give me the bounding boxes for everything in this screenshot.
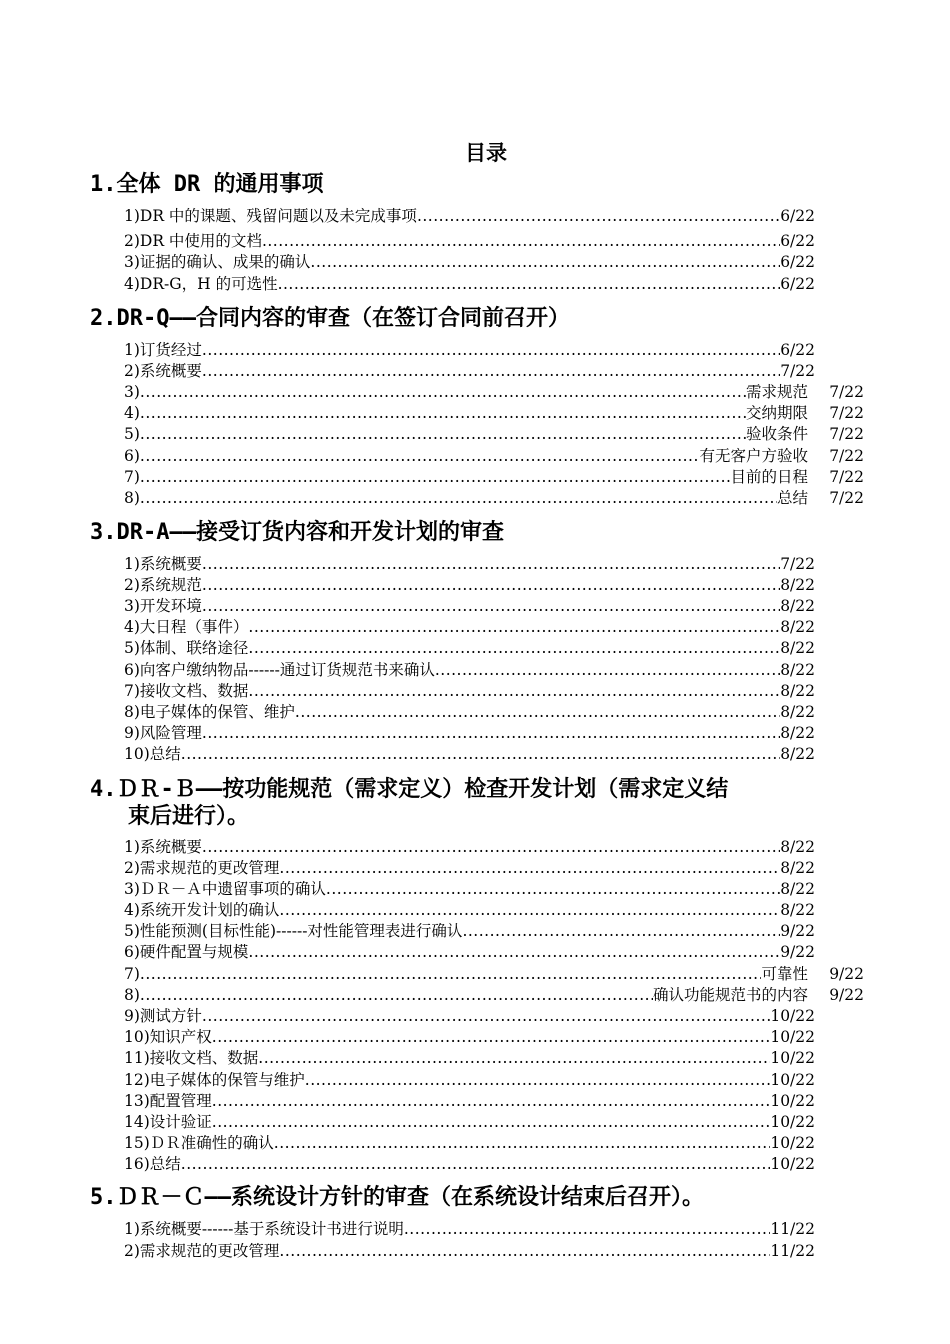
toc-entry[interactable]: 7) ..... 目前的日程 7/22 (124, 467, 864, 488)
page-number: 6/22 (780, 232, 815, 250)
page-number: 9/22 (780, 943, 815, 961)
toc-entry[interactable]: 14)设计验证 ..... 10/22 (124, 1112, 815, 1133)
toc-entry[interactable]: 1)DR 中的课题、残留问题以及未完成事项 ..... 6/22 (124, 206, 815, 227)
page-number: 8/22 (780, 838, 815, 856)
toc-entry[interactable]: 8) ..... 确认功能规范书的内容 9/22 (124, 985, 864, 1006)
toc-entry[interactable]: 4) ..... 交纳期限 7/22 (124, 403, 864, 424)
toc-entry[interactable]: 4)DR-G，H 的可选性 ..... 6/22 (124, 274, 815, 295)
toc-entry[interactable]: 6)向客户缴纳物品------通过订货规范书来确认 ..... 8/22 (124, 660, 815, 681)
page-number: 9/22 (829, 986, 864, 1004)
page-number: 7/22 (829, 383, 864, 401)
section-heading-2: 2.DR-Q——合同内容的审查（在签订合同前召开） (90, 306, 570, 331)
toc-entry[interactable]: 9)测试方针 ..... 10/22 (124, 1006, 815, 1027)
page-number: 9/22 (780, 922, 815, 940)
section-heading-1: 1.全体 DR 的通用事项 (90, 172, 324, 197)
toc-entry[interactable]: 2)需求规范的更改管理 ..... 11/22 (124, 1241, 815, 1262)
toc-entry[interactable]: 3)ＤＲ－Ａ中遗留事项的确认 ..... 8/22 (124, 879, 815, 900)
page-number: 8/22 (780, 576, 815, 594)
page-number: 10/22 (770, 1092, 815, 1110)
page-number: 6/22 (780, 275, 815, 293)
toc-entry[interactable]: 5)性能预测(目标性能)------对性能管理表进行确认 ..... 9/22 (124, 921, 815, 942)
section-heading-4: 4.ＤＲ-Ｂ——按功能规范（需求定义）检查开发计划（需求定义结 束后进行）。 (90, 777, 729, 829)
page-number: 8/22 (780, 618, 815, 636)
page-number: 8/22 (780, 880, 815, 898)
toc-entry[interactable]: 1)订货经过 ..... 6/22 (124, 340, 815, 361)
page-number: 6/22 (780, 207, 815, 225)
toc-entry[interactable]: 3)证据的确认、成果的确认 ..... 6/22 (124, 252, 815, 273)
toc-entry[interactable]: 16)总结 ..... 10/22 (124, 1154, 815, 1175)
page-number: 8/22 (780, 901, 815, 919)
page-number: 11/22 (770, 1242, 815, 1260)
toc-entry[interactable]: 5)体制、联络途径 ..... 8/22 (124, 638, 815, 659)
page-number: 7/22 (829, 404, 864, 422)
page-number: 7/22 (829, 425, 864, 443)
page-number: 10/22 (770, 1071, 815, 1089)
page-title: 目录 (465, 140, 507, 165)
page-number: 8/22 (780, 724, 815, 742)
page-number: 8/22 (780, 639, 815, 657)
toc-entry[interactable]: 6)硬件配置与规模 ..... 9/22 (124, 942, 815, 963)
page-number: 7/22 (829, 468, 864, 486)
toc-entry[interactable]: 1)系统概要 ..... 8/22 (124, 837, 815, 858)
toc-entry[interactable]: 2)需求规范的更改管理 ..... 8/22 (124, 858, 815, 879)
toc-entry[interactable]: 2)系统概要 ..... 7/22 (124, 361, 815, 382)
page-number: 6/22 (780, 253, 815, 271)
page-number: 8/22 (780, 703, 815, 721)
toc-entry[interactable]: 1)系统概要 ..... 7/22 (124, 554, 815, 575)
toc-entry[interactable]: 7)接收文档、数据 ..... 8/22 (124, 681, 815, 702)
page-number: 9/22 (829, 965, 864, 983)
toc-entry[interactable]: 8) ..... 总结 7/22 (124, 488, 864, 509)
section-heading-5: 5.ＤＲ－Ｃ——系统设计方针的审查（在系统设计结束后召开）。 (90, 1185, 704, 1210)
page-number: 8/22 (780, 597, 815, 615)
page-number: 7/22 (829, 489, 864, 507)
page-number: 8/22 (780, 661, 815, 679)
page-number: 10/22 (770, 1028, 815, 1046)
toc-entry[interactable]: 10)知识产权 ..... 10/22 (124, 1027, 815, 1048)
page-number: 10/22 (770, 1134, 815, 1152)
toc-entry[interactable]: 8)电子媒体的保管、维护 ..... 8/22 (124, 702, 815, 723)
toc-entry[interactable]: 10)总结 ..... 8/22 (124, 744, 815, 765)
toc-entry[interactable]: 2)DR 中使用的文档 ..... 6/22 (124, 231, 815, 252)
page-number: 10/22 (770, 1049, 815, 1067)
page-number: 8/22 (780, 682, 815, 700)
page-number: 8/22 (780, 745, 815, 763)
page-number: 7/22 (829, 447, 864, 465)
page-number: 10/22 (770, 1113, 815, 1131)
page-number: 10/22 (770, 1155, 815, 1173)
toc-entry[interactable]: 3)开发环境 ..... 8/22 (124, 596, 815, 617)
page-number: 6/22 (780, 341, 815, 359)
toc-entry[interactable]: 3) ..... 需求规范 7/22 (124, 382, 864, 403)
toc-entry[interactable]: 5) ..... 验收条件 7/22 (124, 424, 864, 445)
toc-entry[interactable]: 15)ＤＲ准确性的确认 ..... 10/22 (124, 1133, 815, 1154)
toc-entry[interactable]: 1)系统概要------基于系统设计书进行说明 ..... 11/22 (124, 1219, 815, 1240)
toc-entry[interactable]: 9)风险管理 ..... 8/22 (124, 723, 815, 744)
toc-entry[interactable]: 13)配置管理 ..... 10/22 (124, 1091, 815, 1112)
toc-entry[interactable]: 2)系统规范 ..... 8/22 (124, 575, 815, 596)
toc-entry[interactable]: 4)大日程（事件） ..... 8/22 (124, 617, 815, 638)
toc-entry[interactable]: 6) ..... 有无客户方验收 7/22 (124, 446, 864, 467)
page-number: 10/22 (770, 1007, 815, 1025)
toc-entry[interactable]: 7) ..... 可靠性 9/22 (124, 964, 864, 985)
toc-entry[interactable]: 11)接收文档、数据 ..... 10/22 (124, 1048, 815, 1069)
page-number: 7/22 (780, 362, 815, 380)
page-number: 7/22 (780, 555, 815, 573)
toc-entry[interactable]: 12)电子媒体的保管与维护 ..... 10/22 (124, 1070, 815, 1091)
section-heading-3: 3.DR-A——接受订货内容和开发计划的审查 (90, 520, 504, 545)
page-number: 8/22 (780, 859, 815, 877)
page-number: 11/22 (770, 1220, 815, 1238)
toc-entry[interactable]: 4)系统开发计划的确认 ..... 8/22 (124, 900, 815, 921)
